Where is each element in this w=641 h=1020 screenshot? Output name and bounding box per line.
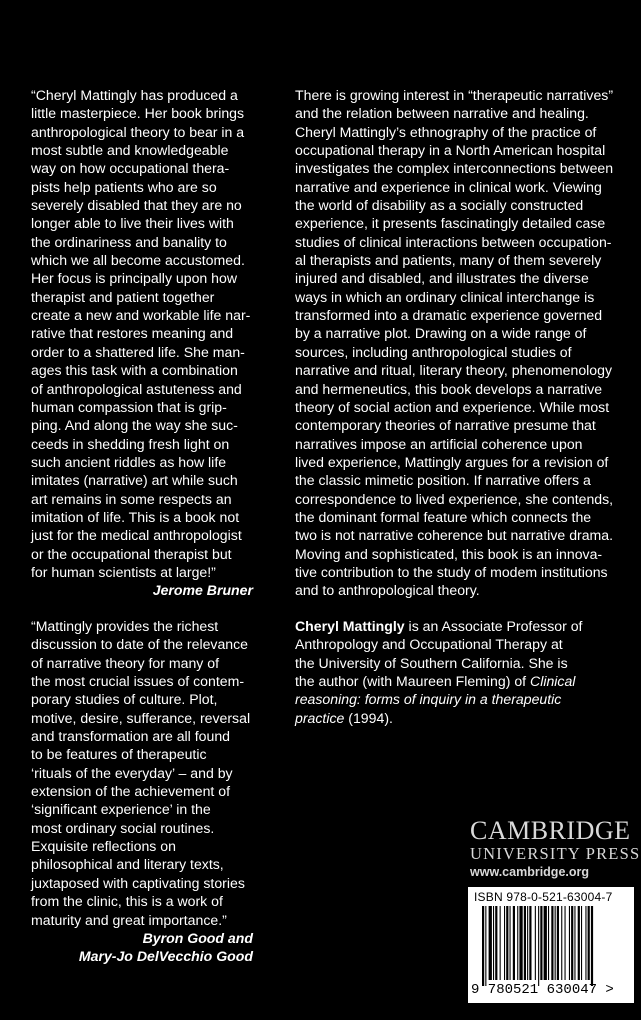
author-bio: Cheryl Mattingly is an Associate Professor of Anthropology and Occupational Therapy at the University of Southern California. She is the author (with Maureen Fleming) of Clinical reasoning: forms of inquiry in a therapeutic practice (1994).	[295, 618, 583, 726]
blurb-line: and hermeneutics, this book develops a narrative	[295, 380, 603, 397]
quote-line: the ordinariness and banality to	[31, 233, 227, 250]
quote-line: way on how occupational thera-	[31, 160, 230, 177]
quote-line: of anthropological astuteness and	[31, 380, 242, 397]
blurb-line: lived experience, Mattingly argues for a revision of	[295, 453, 609, 470]
blurb-line: studies of clinical interactions between occupation-	[295, 233, 612, 250]
barcode-bar	[495, 906, 497, 980]
blurb-line: tive contribution to the study of modem institutions	[295, 563, 608, 580]
barcode-bar	[506, 906, 508, 980]
blurb-line: narrative and ritual, literary theory, phenomenology	[295, 362, 613, 379]
blurb-line: narrative and experience in clinical work. Viewing	[295, 178, 602, 195]
barcode-bar	[513, 906, 515, 980]
blurb-line: theory of social action and experience. While most	[295, 398, 610, 415]
quote-line: human compassion that is grip-	[31, 398, 227, 415]
blurb-line: occupational therapy in a North American hospital	[295, 142, 606, 159]
quote-line: ‘significant experience’ in the	[31, 801, 211, 818]
barcode-bar	[571, 906, 573, 980]
quote-line: extension of the achievement of	[31, 783, 231, 800]
quote-line: most ordinary social routines.	[31, 819, 215, 836]
blurb-line: correspondence to lived experience, she contends,	[295, 490, 614, 507]
author-name: Cheryl Mattingly	[295, 618, 405, 634]
quote-line: from the clinic, this is a work of	[31, 893, 223, 910]
quote-line: maturity and great importance.”	[31, 911, 227, 928]
quote-line: discussion to date of the relevance	[31, 636, 249, 653]
barcode-bar	[519, 906, 522, 980]
quote-line: ping. And along the way she suc-	[31, 417, 238, 434]
quote-line: ‘rituals of the everyday’ – and by	[31, 764, 233, 781]
quote-line: “Cheryl Mattingly has produced a	[31, 87, 238, 103]
isbn-label: ISBN 978-0-521-63004-7	[474, 890, 613, 904]
quote-bruner	[31, 86, 253, 600]
quote-line: such ancient riddles as how life	[31, 453, 227, 470]
blurb-line: two is not narrative coherence but narrative drama.	[295, 527, 614, 544]
quote-line: ceeds in shedding fresh light on	[31, 435, 230, 452]
barcode-bar	[504, 906, 505, 980]
barcode-bar	[538, 906, 539, 986]
blurb-line: injured and disabled, and illustrates the diverse	[295, 270, 589, 287]
quote-line: longer able to live their lives with	[31, 215, 234, 232]
barcode-bar	[489, 906, 492, 980]
barcode-bar	[581, 906, 582, 980]
quote-good	[31, 617, 253, 966]
quote-line: Her focus is principally upon how	[31, 270, 238, 287]
quote-line: therapist and patient together	[31, 288, 215, 305]
quote-line: “Mattingly provides the richest	[31, 618, 219, 634]
quote-line: and transformation are all found	[31, 728, 230, 745]
quote-line: art remains in some respects an	[31, 490, 232, 507]
blurb-line: by a narrative plot. Drawing on a wide range of	[295, 325, 587, 342]
blurb-line: experience, it presents fascinatingly detailed case	[295, 215, 606, 232]
blurb-line: There is growing interest in “therapeutic narratives”	[295, 87, 614, 103]
blurb-line: and to anthropological theory.	[295, 582, 480, 599]
quote-line: most subtle and knowledgeable	[31, 142, 229, 159]
quote-line: which we all become accustomed.	[31, 252, 245, 269]
barcode-bar	[588, 906, 590, 980]
quote-line: porary studies of culture. Plot,	[31, 691, 218, 708]
quote-line: create a new and workable life nar-	[31, 307, 251, 324]
quote-line: little masterpiece. Her book brings	[31, 105, 245, 122]
blurb-line: the classic mimetic position. If narrative offers a	[295, 472, 591, 489]
publisher-name: CAMBRIDGE	[470, 816, 631, 845]
barcode-bar	[574, 906, 575, 980]
quote-line: ages this task with a combination	[31, 362, 238, 379]
blurb-line: investigates the complex interconnections between	[295, 160, 614, 177]
publisher-press: UNIVERSITY PRESS	[470, 844, 641, 863]
blurb-line: al therapists and patients, many of them severely	[295, 252, 602, 269]
quote-line: rative that restores meaning and	[31, 325, 234, 342]
quote-line: imitation of life. This is a book not	[31, 508, 240, 525]
quote-line: or the occupational therapist but	[31, 545, 232, 562]
barcode-bar	[493, 906, 494, 980]
blurb-line: the dominant formal feature which connects the	[295, 508, 592, 525]
quote-line: severely disabled that they are no	[31, 197, 242, 214]
barcode-bar	[578, 906, 580, 980]
barcode-bar	[591, 906, 593, 986]
quote-line: for human scientists at large!”	[31, 563, 216, 580]
barcode-bar	[569, 906, 570, 980]
blurb-line: and the relation between narrative and healing.	[295, 105, 589, 122]
quote-line: just for the medical anthropologist	[31, 527, 242, 544]
quote-line: to be features of therapeutic	[31, 746, 207, 763]
blurb-line: the world of disability as a socially constructed	[295, 197, 584, 214]
barcode-bar	[527, 906, 528, 980]
blurb-line: Moving and sophisticated, this book is an innova-	[295, 545, 603, 562]
barcode-bars-icon	[482, 906, 622, 986]
quote-attribution: Jerome Bruner	[152, 582, 253, 599]
blurb-line: sources, including anthropological studies of	[295, 343, 572, 360]
blurb-line: transformed into a dramatic experience governed	[295, 307, 603, 324]
quote-line: the most crucial issues of contem-	[31, 673, 245, 690]
barcode-bar	[510, 906, 511, 980]
quote-line: motive, desire, sufferance, reversal	[31, 709, 251, 726]
isbn-barcode	[468, 887, 634, 1003]
quote-line: pists help patients who are so	[31, 178, 217, 195]
blurb-line: contemporary theories of narrative presume that	[295, 417, 596, 434]
quote-line: juxtaposed with captivating stories	[31, 874, 245, 891]
blurb-line: Cheryl Mattingly’s ethnography of the practice of	[295, 123, 597, 140]
barcode-bar	[517, 906, 518, 980]
quote-line: philosophical and literary texts,	[31, 856, 224, 873]
quote-attribution: Mary-Jo DelVecchio Good	[78, 948, 253, 965]
barcode-bar	[485, 906, 486, 986]
barcode-bar	[529, 906, 531, 980]
blurb-line: narratives impose an artificial coherence upon	[295, 435, 583, 452]
quote-line: Exquisite reflections on	[31, 838, 176, 855]
barcode-bar	[540, 906, 542, 980]
barcode-bar	[548, 906, 549, 980]
barcode-bar	[551, 906, 553, 980]
quote-line: order to a shattered life. She man-	[31, 343, 245, 360]
quote-line: of narrative theory for many of	[31, 654, 220, 671]
barcode-bar	[555, 906, 556, 980]
barcode-digits: 9 780521 630047 >	[471, 982, 614, 998]
barcode-bar	[500, 906, 501, 980]
book-blurb	[295, 86, 615, 600]
quote-line: anthropological theory to bear in a	[31, 123, 245, 140]
publisher-url: www.cambridge.org	[470, 865, 590, 879]
barcode-bar	[557, 906, 559, 980]
blurb-line: ways in which an ordinary clinical interchange is	[295, 288, 595, 305]
barcode-bar	[524, 906, 526, 980]
barcode-bar	[482, 906, 484, 986]
barcode-bar	[535, 906, 536, 980]
quote-line: imitates (narrative) art while such	[31, 472, 238, 489]
barcode-bar	[585, 906, 586, 980]
barcode-bar	[544, 906, 547, 980]
quote-attribution: Byron Good and	[142, 929, 253, 946]
barcode-bar	[565, 906, 566, 980]
publisher-logo	[470, 816, 641, 879]
barcode-bar	[561, 906, 562, 980]
